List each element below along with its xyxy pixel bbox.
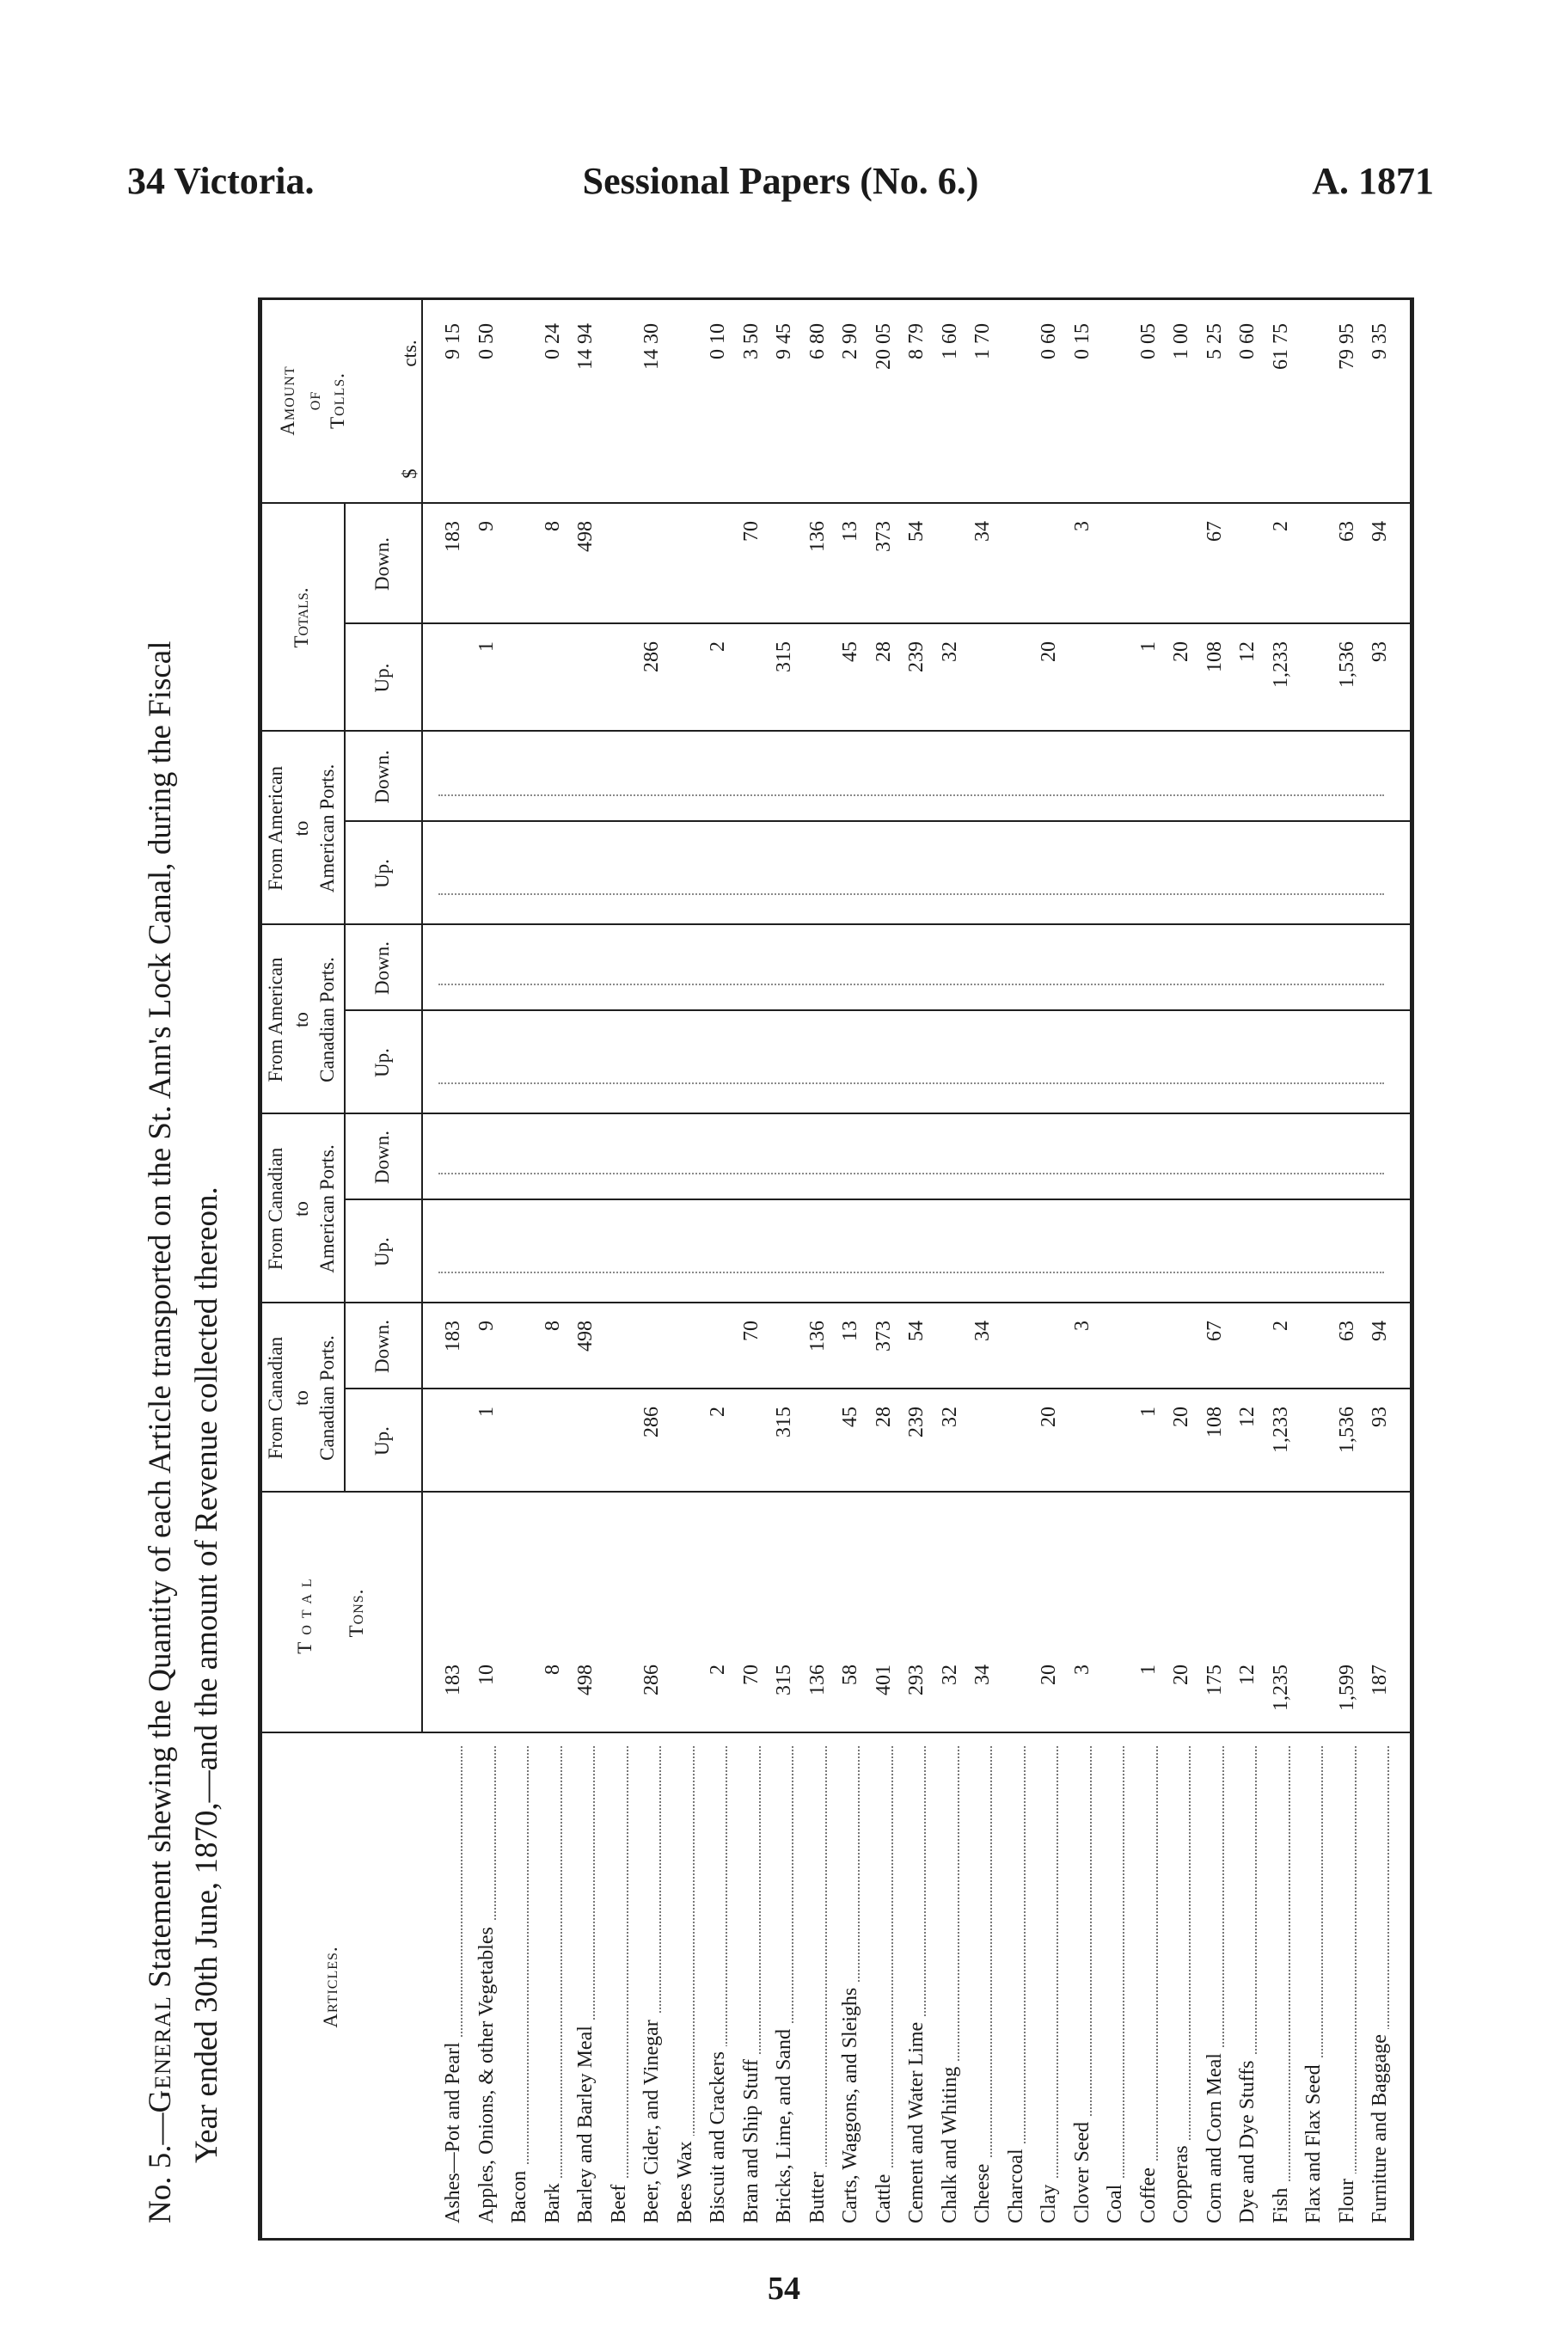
header-down-1: Down. xyxy=(371,1131,393,1184)
table-row xyxy=(869,297,903,2241)
cell-cc-up xyxy=(971,1407,997,1493)
cell-totals-up: 286 xyxy=(640,641,663,672)
cell-cc-up: 1,233 xyxy=(1269,1407,1292,1453)
cell-article: Bacon xyxy=(508,2166,534,2223)
cell-cc-down: 3 xyxy=(1070,1321,1093,1331)
cell-totals-up: 1 xyxy=(475,641,498,652)
cell-cc-up: 108 xyxy=(1203,1407,1226,1438)
cell-cc-up: 20 xyxy=(1170,1407,1192,1427)
cell-article: Corn and Corn Meal xyxy=(1204,2048,1229,2223)
cell-article: Copperas xyxy=(1170,2140,1196,2223)
cell-totals-up xyxy=(806,641,832,732)
cell-totals-down: 498 xyxy=(574,521,597,552)
cell-totals-down xyxy=(508,521,534,624)
cell-cc-up: 28 xyxy=(872,1407,895,1427)
cell-total: 70 xyxy=(739,1665,763,1685)
cell-tolls xyxy=(1104,323,1130,504)
table-row xyxy=(902,297,935,2241)
cell-cc-up: 20 xyxy=(1038,1407,1060,1427)
cell-cc-down: 183 xyxy=(442,1321,464,1352)
cell-cc-down: 9 xyxy=(475,1321,498,1331)
cell-cc-up xyxy=(508,1407,534,1493)
cell-total xyxy=(1302,1665,1328,1733)
cell-totals-down xyxy=(1038,521,1063,624)
cell-totals-up xyxy=(1071,641,1097,732)
cell-article: Beer, Cider, and Vinegar xyxy=(640,2014,666,2223)
dot-leader xyxy=(560,1746,562,2223)
group-header-1-line-3: American Ports. xyxy=(316,1144,338,1273)
cell-article: Dye and Dye Stuffs xyxy=(1236,2055,1262,2223)
group-header-4-line-2: Totals. xyxy=(291,587,312,648)
cell-article: Carts, Waggons, and Sleighs xyxy=(839,1983,865,2223)
cell-totals-up: 1,233 xyxy=(1269,641,1292,688)
cell-total: 20 xyxy=(1170,1665,1192,1685)
cell-totals-down: 94 xyxy=(1369,521,1391,542)
group-underline-2 xyxy=(344,925,346,1114)
cell-total xyxy=(608,1665,634,1733)
cell-article: Flax and Flax Seed xyxy=(1302,2059,1328,2223)
cell-total: 1 xyxy=(1136,1665,1160,1675)
running-head-right: A. 1871 xyxy=(1312,160,1434,202)
group-underline-0 xyxy=(344,1303,346,1493)
cell-total xyxy=(1005,1665,1031,1733)
cell-tolls: 0 60 xyxy=(1038,323,1060,359)
group-header-2-line-1: From American xyxy=(265,957,286,1082)
group-underline-4 xyxy=(344,504,346,732)
dot-leader xyxy=(1289,1746,1290,2223)
cell-cc-down xyxy=(939,1321,965,1389)
cell-cc-down xyxy=(1038,1321,1063,1389)
cell-article: Bricks, Lime, and Sand xyxy=(773,2024,799,2223)
header-rule xyxy=(421,297,423,1733)
cell-article: Beef xyxy=(608,2180,634,2223)
table-row xyxy=(836,297,869,2241)
cell-totals-up: 239 xyxy=(905,641,928,672)
dot-leader xyxy=(1156,1746,1158,2223)
dot-leader xyxy=(1057,1746,1058,2223)
cell-totals-up xyxy=(442,641,468,732)
cell-totals-down: 34 xyxy=(971,521,994,542)
cell-total: 293 xyxy=(905,1665,928,1695)
cell-tolls xyxy=(608,323,634,504)
page-number: 54 xyxy=(768,2271,800,2307)
cell-cc-down: 67 xyxy=(1203,1321,1226,1341)
cell-totals-up: 12 xyxy=(1236,641,1259,662)
caption-line-2: Year ended 30th June, 1870,—and the amount of Revenue collected thereon. xyxy=(189,1186,224,2163)
table-row xyxy=(1299,297,1332,2241)
cell-cc-up xyxy=(542,1407,567,1493)
cell-tolls: 0 05 xyxy=(1136,323,1160,359)
cell-totals-up: 20 xyxy=(1038,641,1060,662)
cell-cc-down: 373 xyxy=(872,1321,895,1352)
cell-cc-down xyxy=(773,1321,799,1389)
cell-article: Coffee xyxy=(1137,2162,1163,2223)
header-down-0: Down. xyxy=(371,1320,393,1373)
cell-tolls: 3 50 xyxy=(739,323,763,359)
cell-totals-up: 28 xyxy=(872,641,895,662)
cell-tolls: 1 70 xyxy=(971,323,994,359)
running-head xyxy=(127,159,1434,211)
cell-cc-up: 286 xyxy=(640,1407,663,1438)
group-header-2-line-2: to xyxy=(291,1012,312,1027)
cell-totals-up xyxy=(674,641,700,732)
cell-tolls: 79 95 xyxy=(1335,323,1358,370)
cell-totals-down: 13 xyxy=(839,521,861,542)
cell-tolls: 0 24 xyxy=(541,323,564,359)
header-of: of xyxy=(303,390,324,411)
group-header-0-line-2: to xyxy=(291,1390,312,1406)
cell-tolls xyxy=(508,323,534,504)
cell-totals-up xyxy=(1302,641,1328,732)
table-row xyxy=(505,297,538,2241)
cell-tolls: 9 35 xyxy=(1369,323,1391,359)
header-cts: cts. xyxy=(399,340,420,367)
table-row xyxy=(737,297,770,2241)
cell-article: Clover Seed xyxy=(1071,2117,1097,2223)
cell-cc-up: 2 xyxy=(707,1407,729,1417)
cell-cc-up: 1 xyxy=(1136,1407,1160,1417)
cell-article: Biscuit and Crackers xyxy=(707,2046,732,2223)
cell-tolls: 14 94 xyxy=(574,323,597,370)
cell-cc-up xyxy=(1302,1407,1328,1493)
table-row xyxy=(1200,297,1234,2241)
table-row xyxy=(968,297,1001,2241)
cell-totals-up: 20 xyxy=(1170,641,1192,662)
table-row xyxy=(637,297,671,2241)
cell-totals-down: 2 xyxy=(1269,521,1292,531)
cell-article: Ashes—Pot and Pearl xyxy=(442,2037,468,2223)
table-row xyxy=(1134,297,1167,2241)
cell-article: Barley and Barley Meal xyxy=(574,2020,600,2223)
cell-cc-down xyxy=(1302,1321,1328,1389)
cell-cc-up: 12 xyxy=(1236,1407,1259,1427)
group-header-3-line-2: to xyxy=(291,820,312,837)
cell-total xyxy=(674,1665,700,1733)
group-header-4-line-1 xyxy=(263,504,289,732)
cell-totals-up: 108 xyxy=(1203,641,1226,672)
cell-tolls: 1 60 xyxy=(938,323,961,359)
cell-totals-down xyxy=(1236,521,1262,624)
cell-total xyxy=(1104,1665,1130,1733)
table-row xyxy=(1100,297,1134,2241)
cell-cc-up xyxy=(674,1407,700,1493)
cell-total: 286 xyxy=(640,1665,663,1695)
cell-totals-down: 3 xyxy=(1070,521,1093,531)
cell-article: Cheese xyxy=(971,2159,997,2223)
cell-total: 34 xyxy=(971,1665,994,1685)
cell-tolls: 1 00 xyxy=(1170,323,1192,359)
cell-total: 32 xyxy=(938,1665,961,1685)
cell-totals-up xyxy=(542,641,567,732)
cell-cc-down xyxy=(674,1321,700,1389)
running-head-left: 34 Victoria. xyxy=(127,160,315,202)
cell-total: 136 xyxy=(805,1665,829,1695)
cell-tolls: 2 90 xyxy=(839,323,861,359)
group-header-2-line-3: Canadian Ports. xyxy=(316,957,338,1082)
cell-article: Bran and Ship Stuff xyxy=(740,2054,766,2223)
cell-totals-up: 1,536 xyxy=(1335,641,1358,688)
cell-total: 175 xyxy=(1203,1665,1226,1695)
cell-totals-down: 373 xyxy=(872,521,895,552)
cell-article: Furniture and Baggage xyxy=(1369,2029,1394,2223)
cell-total: 315 xyxy=(773,1665,795,1695)
dot-leader xyxy=(527,1746,529,2223)
cell-totals-down xyxy=(1170,521,1196,624)
cell-article: Bees Wax xyxy=(674,2136,700,2223)
group-header-4-line-3 xyxy=(315,504,340,732)
cell-cc-down xyxy=(707,1321,732,1389)
cell-total: 3 xyxy=(1070,1665,1093,1675)
table-row xyxy=(538,297,572,2241)
cell-cc-down: 54 xyxy=(905,1321,928,1341)
cell-cc-up xyxy=(442,1407,468,1493)
cell-total xyxy=(508,1665,534,1733)
cell-totals-down xyxy=(773,521,799,624)
cell-total: 12 xyxy=(1236,1665,1259,1685)
cell-tolls: 5 25 xyxy=(1203,323,1226,359)
cell-totals-up xyxy=(1104,641,1130,732)
dot-leader xyxy=(1355,1746,1357,2223)
cell-cc-up: 315 xyxy=(773,1407,795,1438)
header-up-3: Up. xyxy=(371,859,393,888)
header-up-2: Up. xyxy=(371,1048,393,1077)
table-row xyxy=(1233,297,1266,2241)
cell-totals-up: 2 xyxy=(707,641,729,652)
table-row xyxy=(803,297,836,2241)
cell-cc-down: 2 xyxy=(1269,1321,1292,1331)
header-amount: Amount xyxy=(277,365,298,436)
cell-totals-up xyxy=(1005,641,1031,732)
cell-cc-up xyxy=(1005,1407,1031,1493)
cell-cc-down xyxy=(1005,1321,1031,1389)
header-total: Total xyxy=(294,1572,315,1654)
dot-leader xyxy=(1123,1746,1124,2223)
cell-cc-down: 70 xyxy=(739,1321,763,1341)
cell-total: 401 xyxy=(872,1665,895,1695)
dot-leader xyxy=(891,1746,893,2223)
statement-table xyxy=(258,297,1410,2241)
cell-totals-down xyxy=(674,521,700,624)
cell-tolls: 20 05 xyxy=(872,323,895,370)
cell-totals-up: 32 xyxy=(938,641,961,662)
cell-cc-down: 63 xyxy=(1335,1321,1358,1341)
header-down-2: Down. xyxy=(371,941,393,995)
cell-cc-down xyxy=(508,1321,534,1389)
table-row xyxy=(1365,297,1399,2241)
cell-cc-up xyxy=(1071,1407,1097,1493)
cell-totals-up xyxy=(574,641,600,732)
table-border-top xyxy=(258,297,262,2241)
cell-totals-down: 9 xyxy=(475,521,498,531)
cell-tolls: 0 10 xyxy=(707,323,729,359)
table-row xyxy=(571,297,604,2241)
cell-total: 58 xyxy=(839,1665,861,1685)
cell-totals-down: 54 xyxy=(905,521,928,542)
group-header-1-line-2: to xyxy=(291,1201,312,1217)
cell-cc-up xyxy=(1104,1407,1130,1493)
group-underline-3 xyxy=(344,732,346,925)
cell-cc-up: 1,536 xyxy=(1335,1407,1358,1453)
cell-cc-down xyxy=(608,1321,634,1389)
cell-cc-up xyxy=(608,1407,634,1493)
group-header-0-line-1: From Canadian xyxy=(265,1336,286,1460)
cell-cc-down xyxy=(1170,1321,1196,1389)
cell-total: 1,599 xyxy=(1335,1665,1358,1711)
cell-totals-down xyxy=(1005,521,1031,624)
group-header-0-line-3: Canadian Ports. xyxy=(316,1335,338,1461)
cell-article: Apples, Onions, & other Vegetables xyxy=(475,1922,501,2223)
cell-totals-up: 93 xyxy=(1369,641,1391,662)
cell-totals-up xyxy=(608,641,634,732)
header-tons: Tons. xyxy=(346,1588,367,1638)
cell-cc-up: 93 xyxy=(1369,1407,1391,1427)
cell-cc-up: 32 xyxy=(938,1407,961,1427)
cell-total: 10 xyxy=(475,1665,498,1685)
caption-number: No. 5.— xyxy=(143,2112,178,2223)
cell-totals-up xyxy=(740,641,766,732)
cell-tolls: 6 80 xyxy=(805,323,829,359)
cell-totals-down: 70 xyxy=(739,521,763,542)
cell-tolls: 8 79 xyxy=(905,323,928,359)
cell-article: Bark xyxy=(542,2178,567,2223)
table-row xyxy=(769,297,803,2241)
group-header-3-line-3: American Ports. xyxy=(316,763,338,893)
cell-tolls xyxy=(1302,323,1328,504)
caption-line-1 xyxy=(138,332,184,2223)
cell-cc-down xyxy=(640,1321,666,1389)
table-row xyxy=(1167,297,1200,2241)
cell-cc-down: 136 xyxy=(805,1321,829,1352)
header-down-4: Down. xyxy=(371,537,393,591)
cell-tolls: 9 15 xyxy=(442,323,464,359)
cell-total: 498 xyxy=(574,1665,597,1695)
table-row xyxy=(935,297,969,2241)
table-row xyxy=(1034,297,1068,2241)
cell-article: Cement and Water Lime xyxy=(905,2017,931,2223)
cell-totals-down: 183 xyxy=(442,521,464,552)
cell-article: Flour xyxy=(1336,2173,1362,2223)
header-tolls: Tolls. xyxy=(327,372,348,429)
header-up-1: Up. xyxy=(371,1237,393,1266)
cell-cc-down: 13 xyxy=(839,1321,861,1341)
cell-cc-up: 1 xyxy=(475,1407,498,1417)
cell-totals-up xyxy=(508,641,534,732)
cell-totals-down xyxy=(1137,521,1163,624)
cell-cc-up xyxy=(574,1407,600,1493)
cell-article: Chalk and Whiting xyxy=(939,2062,965,2223)
rotated-table-block xyxy=(129,246,1418,2249)
cell-totals-down: 136 xyxy=(805,521,829,552)
cell-total: 8 xyxy=(541,1665,564,1675)
cell-tolls: 14 30 xyxy=(640,323,663,370)
cell-cc-down xyxy=(1104,1321,1130,1389)
caption-general: General xyxy=(143,1996,178,2113)
group-underline-1 xyxy=(344,1114,346,1303)
cell-totals-down xyxy=(707,521,732,624)
cell-total: 1,235 xyxy=(1269,1665,1292,1711)
cell-totals-up: 1 xyxy=(1136,641,1160,652)
caption-line-1-text: Statement shewing the Quantity of each Article transported on the St. Ann's Lock Canal, during the Fiscal xyxy=(143,641,178,1996)
cell-totals-up xyxy=(971,641,997,732)
cell-tolls: 61 75 xyxy=(1269,323,1292,370)
cell-cc-up: 239 xyxy=(905,1407,928,1438)
cell-cc-down: 8 xyxy=(541,1321,564,1331)
cell-totals-down xyxy=(608,521,634,624)
cell-totals-up: 45 xyxy=(839,641,861,662)
cell-tolls: 9 45 xyxy=(773,323,795,359)
cell-article: Butter xyxy=(806,2167,832,2223)
cell-total: 183 xyxy=(442,1665,464,1695)
dot-leader xyxy=(990,1746,992,2223)
cell-totals-down: 63 xyxy=(1335,521,1358,542)
table-row xyxy=(1266,297,1300,2241)
table-row xyxy=(604,297,638,2241)
cell-cc-up xyxy=(740,1407,766,1493)
cell-article: Coal xyxy=(1104,2180,1130,2223)
table-row xyxy=(472,297,505,2241)
cell-tolls: 0 50 xyxy=(475,323,498,359)
header-down-3: Down. xyxy=(371,750,393,804)
cell-totals-down xyxy=(1302,521,1328,624)
table-row xyxy=(703,297,737,2241)
cell-cc-down: 94 xyxy=(1369,1321,1391,1341)
dot-leader xyxy=(627,1746,628,2223)
cell-tolls xyxy=(674,323,700,504)
group-header-3-line-1: From American xyxy=(265,766,286,891)
cell-totals-down: 67 xyxy=(1203,521,1226,542)
table-row xyxy=(1332,297,1366,2241)
cell-cc-down xyxy=(1137,1321,1163,1389)
cell-article: Clay xyxy=(1038,2180,1063,2223)
table-row xyxy=(671,297,704,2241)
table-row xyxy=(1001,297,1035,2241)
table-row xyxy=(438,297,472,2241)
cell-total: 2 xyxy=(707,1665,729,1675)
cell-article: Cattle xyxy=(873,2169,898,2223)
cell-totals-down xyxy=(1104,521,1130,624)
cell-totals-down xyxy=(640,521,666,624)
running-head-center: Sessional Papers (No. 6.) xyxy=(582,160,979,202)
cell-cc-up: 45 xyxy=(839,1407,861,1427)
cell-cc-up xyxy=(806,1407,832,1493)
header-up-4: Up. xyxy=(371,663,393,693)
dot-leader xyxy=(825,1746,827,2223)
header-articles: Articles. xyxy=(320,1946,341,2028)
cell-tolls xyxy=(1005,323,1031,504)
table-border-bottom xyxy=(1410,297,1414,2241)
cell-totals-up: 315 xyxy=(773,641,795,672)
cell-cc-down xyxy=(1236,1321,1262,1389)
table-row xyxy=(1068,297,1101,2241)
cell-tolls: 0 60 xyxy=(1236,323,1259,359)
cell-tolls: 0 15 xyxy=(1070,323,1093,359)
header-dollar: $ xyxy=(399,469,420,479)
cell-cc-down: 498 xyxy=(574,1321,597,1352)
cell-total: 20 xyxy=(1038,1665,1060,1685)
cell-cc-down: 34 xyxy=(971,1321,994,1341)
cell-article: Fish xyxy=(1270,2183,1295,2223)
group-header-1-line-1: From Canadian xyxy=(265,1147,286,1271)
cell-article: Charcoal xyxy=(1005,2143,1031,2223)
cell-totals-down: 8 xyxy=(541,521,564,531)
header-up-0: Up. xyxy=(371,1426,393,1456)
cell-total: 187 xyxy=(1369,1665,1391,1695)
cell-totals-down xyxy=(939,521,965,624)
